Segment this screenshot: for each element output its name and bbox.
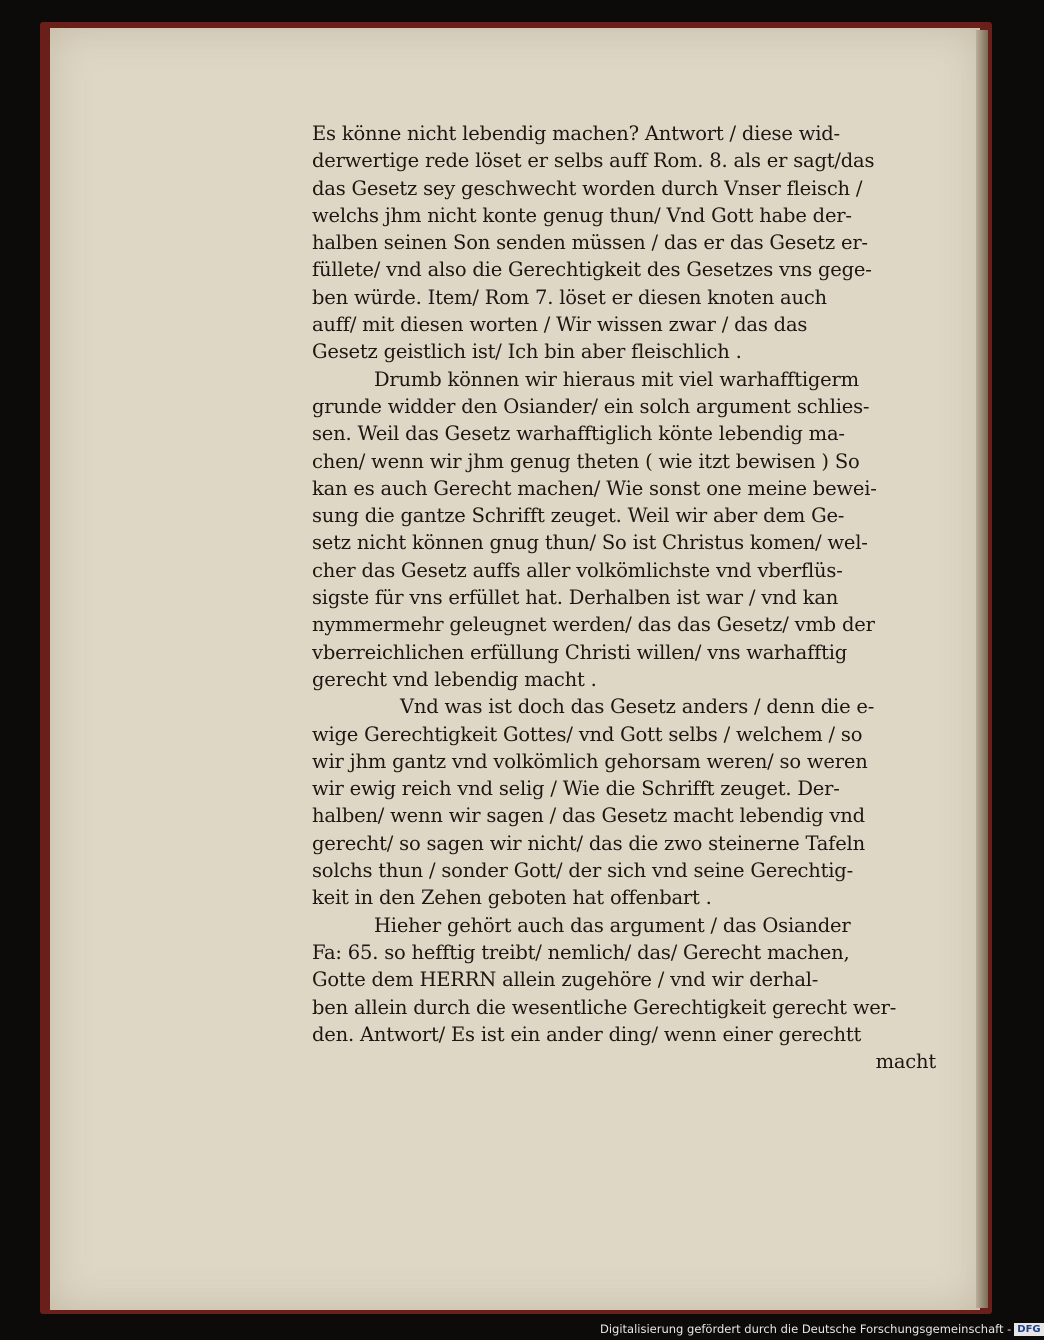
paragraph-start-line: Drumb können wir hieraus mit viel warhafftigerm bbox=[374, 367, 859, 391]
dfg-logo: DFG bbox=[1014, 1323, 1043, 1336]
text-line: nymmermehr geleugnet werden/ das das Gesetz/ vmb der bbox=[312, 613, 875, 637]
text-line: Es könne nicht lebendig machen? Antwort / diese wid- bbox=[312, 122, 840, 145]
text-line: vberreichlichen erfüllung Christi willen/ vns warhafftig bbox=[312, 640, 848, 664]
text-line: chen/ wenn wir jhm genug theten ( wie itzt bewisen ) So bbox=[312, 449, 860, 473]
text-line: gerecht vnd lebendig macht . bbox=[312, 667, 597, 691]
text-line: Gesetz geistlich ist/ Ich bin aber fleischlich . bbox=[312, 340, 742, 364]
text-line: auff/ mit diesen worten / Wir wissen zwar / das das bbox=[312, 313, 808, 337]
text-line: Gotte dem HERRN allein zugehöre / vnd wir derhal- bbox=[312, 968, 819, 992]
text-line: ben würde. Item/ Rom 7. löset er diesen knoten auch bbox=[312, 285, 827, 309]
text-line: setz nicht können gnug thun/ So ist Christus komen/ wel- bbox=[312, 531, 868, 555]
catchword: macht bbox=[875, 1050, 936, 1074]
text-line: das Gesetz sey geschwecht worden durch Vnser fleisch / bbox=[312, 176, 863, 200]
text-line: sigste für vns erfüllet hat. Derhalben ist war / vnd kan bbox=[312, 586, 839, 610]
paragraph-start-line: Vnd was ist doch das Gesetz anders / denn die e- bbox=[400, 695, 875, 719]
text-line: kan es auch Gerecht machen/ Wie sonst one meine bewei- bbox=[312, 476, 877, 500]
text-line: halben/ wenn wir sagen / das Gesetz macht lebendig vnd bbox=[312, 804, 865, 828]
text-line: sung die gantze Schrifft zeuget. Weil wir aber dem Ge- bbox=[312, 504, 845, 528]
text-line: ben allein durch die wesentliche Gerechtigkeit gerecht wer- bbox=[312, 995, 897, 1019]
text-line: sen. Weil das Gesetz warhafftiglich könte lebendig ma- bbox=[312, 422, 845, 446]
text-line: wige Gerechtigkeit Gottes/ vnd Gott selbs / welchem / so bbox=[312, 722, 863, 746]
text-line: welchs jhm nicht konte genug thun/ Vnd Gott habe der- bbox=[312, 203, 852, 227]
text-line: halben seinen Son senden müssen / das er das Gesetz er- bbox=[312, 231, 868, 255]
text-line: solchs thun / sonder Gott/ der sich vnd seine Gerechtig- bbox=[312, 859, 853, 883]
text-line: grunde widder den Osiander/ ein solch argument schlies- bbox=[312, 394, 870, 418]
text-line: gerecht/ so sagen wir nicht/ das die zwo steinerne Tafeln bbox=[312, 831, 865, 855]
page-edge bbox=[976, 30, 988, 1308]
text-line: füllete/ vnd also die Gerechtigkeit des Gesetzes vns gege- bbox=[312, 258, 872, 282]
text-line: derwertige rede löset er selbs auff Rom. 8. als er sagt/das bbox=[312, 149, 875, 173]
text-line: wir ewig reich vnd selig / Wie die Schrifft zeuget. Der- bbox=[312, 777, 840, 801]
funding-notice bbox=[600, 1320, 1044, 1338]
text-line: cher das Gesetz auffs aller volkömlichste vnd vberflüs- bbox=[312, 558, 843, 582]
text-line: keit in den Zehen geboten hat offenbart . bbox=[312, 886, 712, 910]
text-line: Fa: 65. so hefftig treibt/ nemlich/ das/ Gerecht machen, bbox=[312, 940, 850, 964]
funding-notice-text: Digitalisierung gefördert durch die Deutsche Forschungsgemeinschaft - bbox=[600, 1322, 1012, 1336]
body-text bbox=[312, 120, 942, 1075]
paragraph-start-line: Hieher gehört auch das argument / das Osiander bbox=[374, 913, 851, 937]
text-line: den. Antwort/ Es ist ein ander ding/ wenn einer gerechtt bbox=[312, 1022, 862, 1046]
text-line: wir jhm gantz vnd volkömlich gehorsam weren/ so weren bbox=[312, 749, 868, 773]
